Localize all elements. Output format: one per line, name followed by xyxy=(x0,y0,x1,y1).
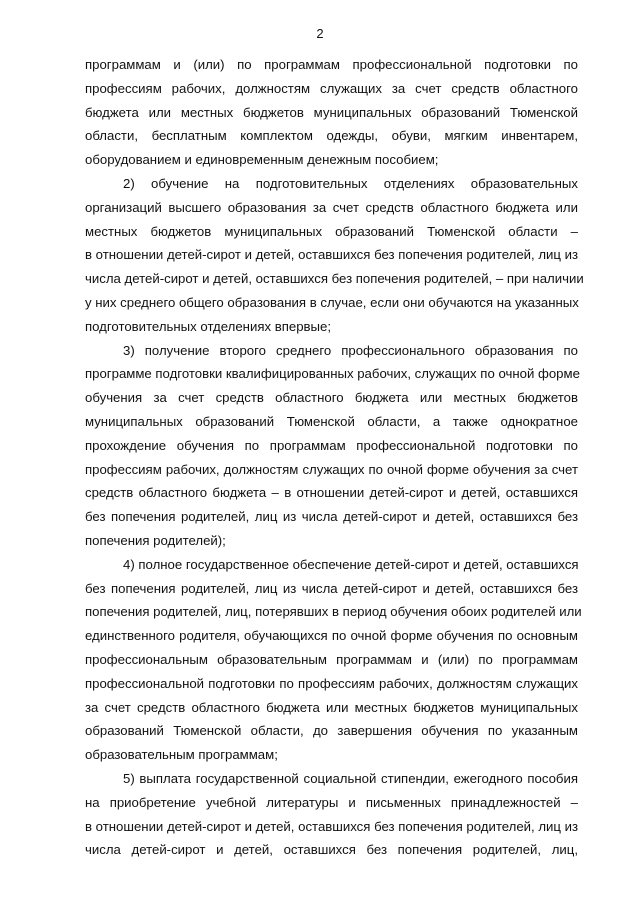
text-line: образовательным программам; xyxy=(85,747,278,763)
text-line: профессиям рабочих, должностям служащих за счет средств областного xyxy=(85,80,578,96)
paragraph-3 xyxy=(85,339,578,553)
text-line: программе подготовки квалифицированных рабочих, служащих по очной форме xyxy=(85,366,580,382)
text-line: в отношении детей-сирот и детей, оставшихся без попечения родителей, лиц из xyxy=(85,818,579,834)
text-line: прохождение обучения по программам профессиональной подготовки по xyxy=(85,437,578,453)
text-line: у них среднего общего образования в случае, если они обучаются на указанных xyxy=(85,294,579,310)
text-line: области, бесплатным комплектом одежды, обуви, мягким инвентарем, xyxy=(85,128,578,144)
text-line: 4) полное государственное обеспечение детей-сирот и детей, оставшихся xyxy=(123,556,579,572)
text-line: профессиям рабочих, должностям служащих по очной форме обучения за счет xyxy=(85,461,578,477)
text-line: без попечения родителей, лиц из числа детей-сирот и детей, оставшихся без xyxy=(85,509,578,525)
text-line: попечения родителей); xyxy=(85,532,226,548)
text-line: числа детей-сирот и детей, оставшихся без попечения родителей, лиц, xyxy=(85,842,578,858)
text-line: на приобретение учебной литературы и письменных принадлежностей – xyxy=(85,794,578,810)
text-line: единственного родителя, обучающихся по очной форме обучения по основным xyxy=(85,628,578,644)
document-body xyxy=(85,53,584,862)
page-number: 2 xyxy=(316,26,324,41)
text-line: обучения за счет средств областного бюджета или местных бюджетов xyxy=(85,390,578,406)
text-line: бюджета или местных бюджетов муниципальных образований Тюменской xyxy=(85,104,578,120)
text-line: за счет средств областного бюджета или местных бюджетов муниципальных xyxy=(85,699,578,715)
text-line: муниципальных образований Тюменской области, а также однократное xyxy=(85,413,578,429)
text-line: местных бюджетов муниципальных образований Тюменской области – xyxy=(85,223,578,239)
text-line: попечения родителей, лиц, потерявших в период обучения обоих родителей или xyxy=(85,604,582,620)
text-line: 3) получение второго среднего профессионального образования по xyxy=(123,342,578,358)
text-line: числа детей-сирот и детей, оставшихся без попечения родителей, – при наличии xyxy=(85,271,584,287)
text-line: профессиональной подготовки по профессиям рабочих, должностям служащих xyxy=(85,675,578,691)
text-line: 5) выплата государственной социальной стипендии, ежегодного пособия xyxy=(123,770,578,786)
text-line: средств областного бюджета – в отношении детей-сирот и детей, оставшихся xyxy=(85,485,578,501)
text-line: программам и (или) по программам профессиональной подготовки по xyxy=(85,57,578,72)
text-line: организаций высшего образования за счет средств областного бюджета или xyxy=(85,199,578,215)
paragraph-5 xyxy=(85,767,578,862)
text-line: подготовительных отделениях впервые; xyxy=(85,318,332,334)
text-line: профессиональным образовательным программам и (или) по программам xyxy=(85,651,578,667)
paragraph-4 xyxy=(85,553,582,767)
paragraph-2 xyxy=(85,172,584,339)
paragraph-1 xyxy=(85,53,578,172)
text-line: 2) обучение на подготовительных отделениях образовательных xyxy=(123,175,578,191)
text-line: без попечения родителей, лиц из числа детей-сирот и детей, оставшихся без xyxy=(85,580,578,596)
text-line: в отношении детей-сирот и детей, оставшихся без попечения родителей, лиц из xyxy=(85,247,579,263)
text-line: образований Тюменской области, до завершения обучения по указанным xyxy=(85,723,578,739)
text-line: оборудованием и единовременным денежным пособием; xyxy=(85,152,439,168)
